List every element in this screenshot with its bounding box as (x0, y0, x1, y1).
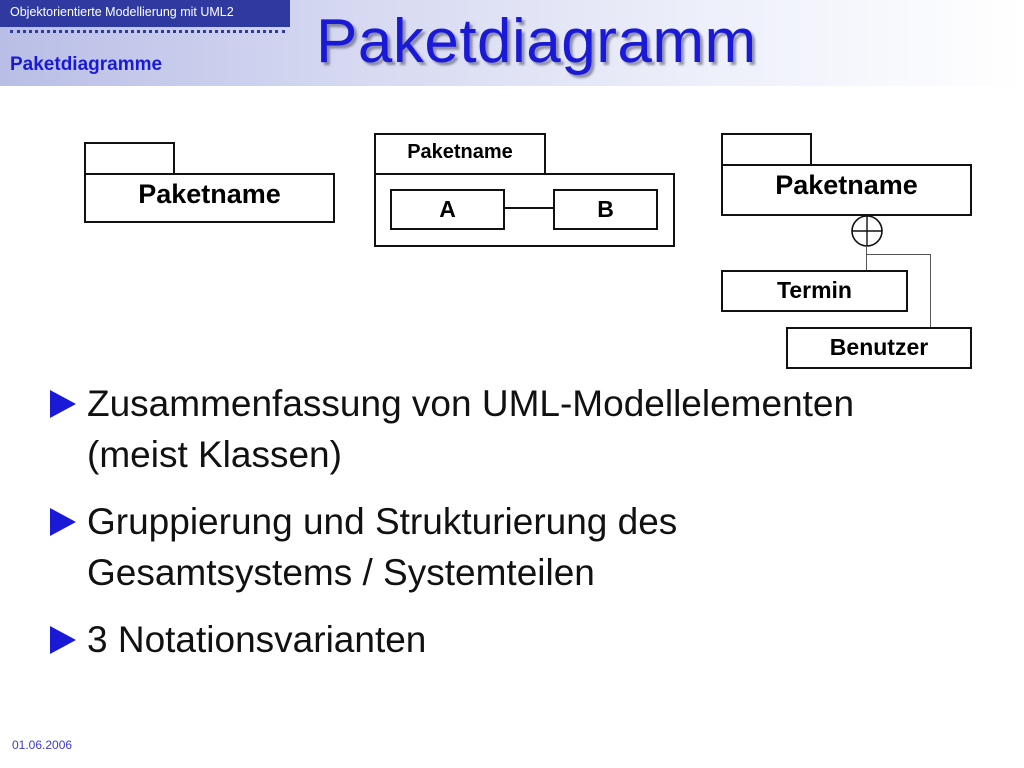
containment-line (930, 254, 931, 328)
right-triangle-icon (50, 390, 76, 418)
member-label: Termin (777, 277, 852, 303)
containment-line (866, 247, 867, 270)
bullet-list (50, 378, 950, 681)
dotted-rule (10, 30, 285, 33)
bullet-item (50, 614, 950, 665)
bullet-item (50, 378, 950, 480)
package-name: Paketname (775, 170, 918, 200)
bullet-text: Zusammenfassung von UML-Modellelementen (meist Klassen) (87, 383, 855, 475)
containment-line (866, 254, 931, 255)
right-triangle-icon (50, 508, 76, 536)
right-triangle-icon (50, 626, 76, 654)
bullet-text: 3 Notationsvarianten (87, 619, 427, 660)
slide-title: Paketdiagramm (316, 7, 757, 76)
course-title: Objektorientierte Modellierung mit UML2 (10, 5, 234, 19)
association-line (505, 207, 553, 209)
package-tab (84, 142, 175, 176)
member-label: Benutzer (829, 334, 929, 360)
footer-date: 01.06.2006 (12, 738, 73, 752)
element-box-a (390, 189, 505, 230)
package-name: Paketname (407, 141, 513, 163)
member-box-benutzer (786, 327, 972, 369)
header-topbar (0, 0, 290, 27)
element-label: B (597, 196, 614, 222)
element-label: A (439, 196, 456, 222)
element-box-b (553, 189, 658, 230)
bullet-item (50, 496, 950, 598)
bullet-text: Gruppierung und Strukturierung des Gesamtsystems / Systemteilen (87, 501, 678, 593)
section-title: Paketdiagramme (10, 54, 163, 75)
circle-plus-icon (850, 214, 884, 248)
package-tab (721, 133, 812, 167)
member-box-termin (721, 270, 908, 312)
package-name: Paketname (138, 179, 281, 209)
